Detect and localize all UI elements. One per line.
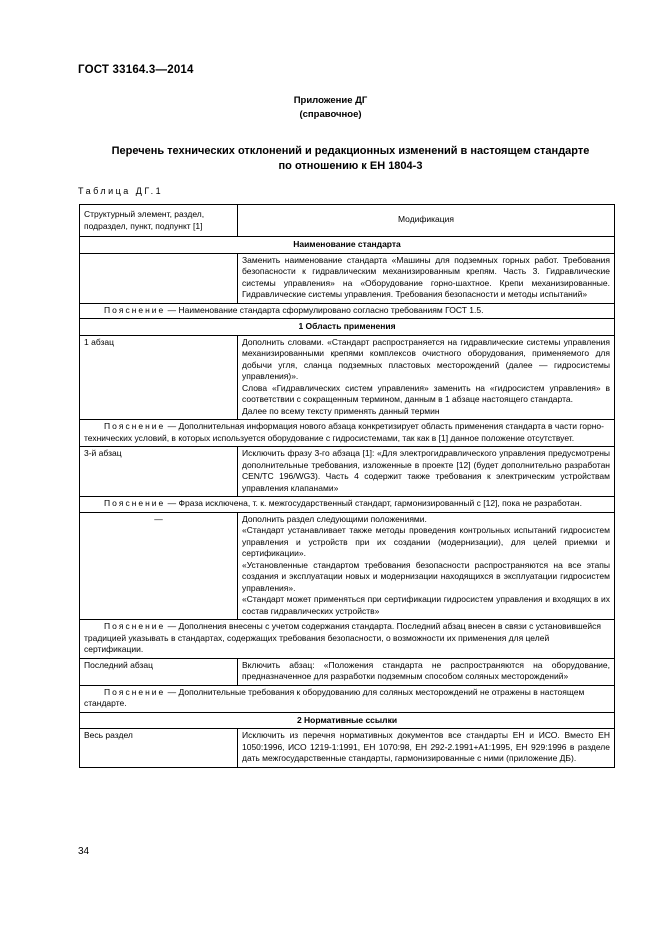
section-row bbox=[80, 712, 615, 729]
table-row bbox=[80, 512, 615, 620]
modification-paragraph: «Стандарт может применяться при сертификации гидросистем управления и входящих в их состав гидравлических устройств» bbox=[242, 594, 610, 616]
document-title bbox=[60, 144, 641, 173]
note-label: Пояснение bbox=[104, 686, 166, 697]
section-title: Наименование стандарта bbox=[80, 237, 615, 254]
row-modification: Включить абзац: «Положения стандарта не распространяются на оборудование, предназначенное для разработки подземным способом соляных месторождений» bbox=[238, 658, 615, 685]
annex-subtitle: (справочное) bbox=[299, 109, 362, 120]
modification-paragraph: «Установленные стандартом требования безопасности распространяются на все этапы создания и эксплуатации новых и модернизации находящихся в эксплуатации гидросистем управления». bbox=[242, 559, 610, 593]
annex-title: Приложение ДГ bbox=[293, 95, 368, 106]
row-element: Весь раздел bbox=[80, 729, 238, 768]
table-row bbox=[80, 729, 615, 768]
row-element: 3-й абзац bbox=[80, 447, 238, 497]
note-label: Пояснение bbox=[104, 421, 166, 431]
row-modification bbox=[238, 335, 615, 420]
note-text: — Дополнительная информация нового абзаца конкретизирует область применения стандарта в части горно-технических условий, в которых используется оборудование с гидросистемами, так как в [1] данное положение отсутствует. bbox=[84, 421, 604, 443]
modification-paragraph: «Стандарт устанавливает также методы проведения контрольных испытаний гидросистем управления и устройств при их создании (модернизации), для целей приемки и сертификации». bbox=[242, 525, 610, 558]
row-element bbox=[80, 253, 238, 303]
section-row bbox=[80, 319, 615, 336]
note-cell bbox=[80, 685, 615, 712]
row-element: Последний абзац bbox=[80, 658, 238, 685]
modifications-table bbox=[79, 204, 615, 768]
modification-paragraph: Дополнить раздел следующими положениями. bbox=[242, 513, 427, 524]
table-row bbox=[80, 447, 615, 497]
row-element: 1 абзац bbox=[80, 335, 238, 420]
note-row bbox=[80, 497, 615, 513]
note-row bbox=[80, 303, 615, 319]
note-text: — Фраза исключена, т. к. межгосударственный стандарт, гармонизированный с [12], пока не разработан. bbox=[165, 498, 582, 508]
note-row bbox=[80, 685, 615, 712]
row-modification: Заменить наименование стандарта «Машины для подземных горных работ. Требования безопасности к гидравлическим механизированным крепям. Часть 3. Гидравлические системы управления» на «Оборудование горно-шахтное. Крепи механизированные. Гидравлические системы управления. Требования безопасности и методы испытаний» bbox=[238, 253, 615, 303]
col1-header: Структурный элемент, раздел, подраздел, пункт, подпункт [1] bbox=[80, 205, 238, 237]
table-header-row bbox=[80, 205, 615, 237]
row-modification: Исключить из перечня нормативных документов все стандарты ЕН и ИСО. Вместо ЕН 1050:1996, ИСО 1219-1:1991, ЕН 1070:98, ЕН 292-2.1991+А1:1995, ЕН 929:1996 в разделе дать межгосударственные стандарты, гармонизированные с ними (приложение ДБ). bbox=[238, 729, 615, 768]
section-row bbox=[80, 237, 615, 254]
annex-heading bbox=[0, 94, 661, 122]
table-caption: Таблица ДГ.1 bbox=[78, 186, 164, 196]
note-text: — Дополнения внесены с учетом содержания стандарта. Последний абзац внесен в связи с установившейся традицией указывать в стандартах, содержащих требования безопасности, о возможности их применения для целей сертификации. bbox=[84, 621, 602, 654]
note-label: Пояснение bbox=[104, 304, 166, 315]
table-row bbox=[80, 335, 615, 420]
row-modification: Исключить фразу 3-го абзаца [1]: «Для электрогидравлического управления предусмотрены дополнительные требования, изложенные в проекте [12] (будет дополнительно разработан CEN/TC 196/WG3). Часть 4 содержит также требования к электрическим устройствам управления клапанами» bbox=[238, 447, 615, 497]
note-cell bbox=[80, 303, 615, 319]
page-number: 34 bbox=[78, 846, 90, 857]
note-text: — Дополнительные требования к оборудованию для соляных месторождений не отражены в настоящем стандарте. bbox=[84, 686, 585, 708]
modification-paragraph: Далее по всему тексту применять данный термин bbox=[242, 405, 440, 416]
col2-header: Модификация bbox=[238, 205, 615, 237]
table-row bbox=[80, 253, 615, 303]
note-label: Пояснение bbox=[104, 621, 166, 631]
section-title: 2 Нормативные ссылки bbox=[80, 712, 615, 729]
document-title-line1: Перечень технических отклонений и редакционных изменений в настоящем стандарте bbox=[111, 145, 590, 157]
standard-designation: ГОСТ 33164.3—2014 bbox=[78, 64, 194, 76]
row-modification bbox=[238, 512, 615, 620]
note-cell bbox=[80, 497, 615, 513]
document-title-line2: по отношению к ЕН 1804-3 bbox=[278, 159, 423, 172]
note-label: Пояснение bbox=[104, 498, 166, 508]
note-text: — Наименование стандарта сформулировано согласно требованиям ГОСТ 1.5. bbox=[165, 304, 484, 315]
note-row bbox=[80, 420, 615, 447]
modification-paragraph: Дополнить словами. «Стандарт распространяется на гидравлические системы управления механизированными крепями комплексов очистного оборудования, применяемого для добычи угля, сланца подземных пластовых месторождений (далее — гидросистемы управления)». bbox=[242, 336, 610, 381]
note-cell bbox=[80, 620, 615, 659]
row-element: — bbox=[80, 512, 238, 620]
table-row bbox=[80, 658, 615, 685]
note-row bbox=[80, 620, 615, 659]
section-title: 1 Область применения bbox=[80, 319, 615, 336]
modification-paragraph: Слова «Гидравлических систем управления» заменить на «гидросистем управления» в соответствии с сокращенным термином, данным в 1 абзаце настоящего стандарта. bbox=[242, 382, 610, 404]
note-cell bbox=[80, 420, 615, 447]
